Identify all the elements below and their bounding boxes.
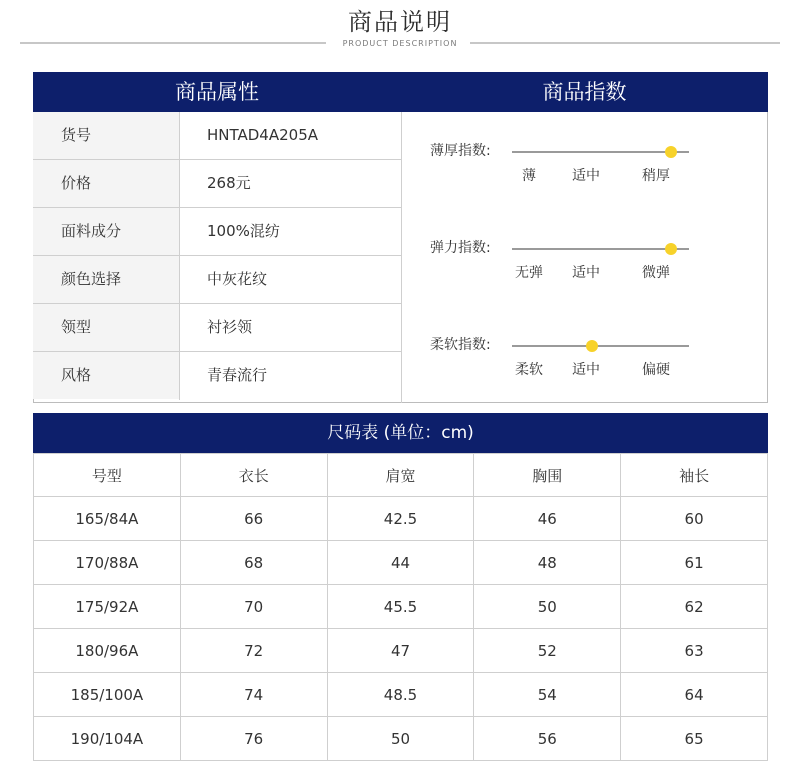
- index-tick-label: 无弹: [515, 265, 543, 281]
- size-chart-cell: 50: [474, 585, 621, 629]
- size-chart-cell: 54: [474, 673, 621, 717]
- size-chart-cell: 64: [621, 673, 768, 717]
- attribute-cell-divider: [179, 112, 180, 160]
- size-chart-cell: 48: [474, 541, 621, 585]
- attribute-value: 衬衫领: [207, 318, 253, 336]
- attribute-value: 中灰花纹: [207, 270, 268, 288]
- attribute-value: 100%混纺: [207, 222, 280, 240]
- size-chart-header-row: [34, 454, 768, 497]
- index-slider-track: [512, 248, 689, 250]
- size-chart-cell: 47: [327, 629, 474, 673]
- size-chart-row: [34, 541, 768, 585]
- size-chart-cell: 165/84A: [34, 497, 181, 541]
- page-subtitle: PRODUCT DESCRIPTION: [342, 39, 458, 48]
- size-chart-column-header: 肩宽: [327, 454, 474, 497]
- size-chart-cell: 46: [474, 497, 621, 541]
- index-label: 薄厚指数:: [430, 143, 491, 159]
- attribute-key: 面料成分: [33, 208, 179, 255]
- attribute-value: 青春流行: [207, 366, 268, 384]
- attribute-value: 268元: [207, 174, 251, 192]
- size-chart-cell: 76: [180, 717, 327, 761]
- size-chart-cell: 45.5: [327, 585, 474, 629]
- index-tick-label: 微弹: [642, 265, 670, 281]
- size-chart-cell: 62: [621, 585, 768, 629]
- size-chart-row: [34, 585, 768, 629]
- size-chart-table: [33, 453, 768, 761]
- size-chart-column-header: 衣长: [180, 454, 327, 497]
- size-chart-cell: 48.5: [327, 673, 474, 717]
- size-chart-column-header: 号型: [34, 454, 181, 497]
- attribute-row: [33, 352, 401, 400]
- section-header: [0, 0, 800, 60]
- attribute-cell-divider: [179, 352, 180, 400]
- attribute-key: 货号: [33, 112, 179, 159]
- size-chart-cell: 60: [621, 497, 768, 541]
- size-chart-row: [34, 497, 768, 541]
- page-title: 商品说明: [348, 8, 452, 36]
- attribute-row: [33, 256, 401, 304]
- size-chart-cell: 185/100A: [34, 673, 181, 717]
- index-label: 弹力指数:: [430, 240, 491, 256]
- size-chart-cell: 74: [180, 673, 327, 717]
- index-label: 柔软指数:: [430, 337, 491, 353]
- size-chart-row: [34, 717, 768, 761]
- size-chart-column-header: 袖长: [621, 454, 768, 497]
- size-chart-cell: 44: [327, 541, 474, 585]
- size-chart-cell: 50: [327, 717, 474, 761]
- attribute-row: [33, 112, 401, 160]
- size-chart-cell: 66: [180, 497, 327, 541]
- size-chart-cell: 180/96A: [34, 629, 181, 673]
- indices-title: 商品指数: [401, 72, 768, 112]
- index-slider-knob: [586, 340, 598, 352]
- attribute-key: 领型: [33, 304, 179, 351]
- panel-divider: [401, 112, 402, 403]
- index-tick-label: 稍厚: [642, 168, 670, 184]
- size-chart-row: [34, 629, 768, 673]
- attribute-cell-divider: [179, 256, 180, 304]
- attribute-row: [33, 160, 401, 208]
- size-chart-cell: 170/88A: [34, 541, 181, 585]
- index-tick-label: 适中: [572, 362, 600, 378]
- attribute-cell-divider: [179, 160, 180, 208]
- size-chart-cell: 68: [180, 541, 327, 585]
- attribute-cell-divider: [179, 208, 180, 256]
- size-chart-cell: 42.5: [327, 497, 474, 541]
- index-tick-label: 适中: [572, 265, 600, 281]
- size-chart-row: [34, 673, 768, 717]
- size-chart-cell: 56: [474, 717, 621, 761]
- size-chart-cell: 70: [180, 585, 327, 629]
- size-chart-cell: 63: [621, 629, 768, 673]
- attribute-key: 风格: [33, 352, 179, 399]
- attribute-value: HNTAD4A205A: [207, 126, 319, 144]
- size-chart-cell: 61: [621, 541, 768, 585]
- size-chart-column-header: 胸围: [474, 454, 621, 497]
- attribute-cell-divider: [179, 304, 180, 352]
- attribute-row: [33, 304, 401, 352]
- attributes-title: 商品属性: [33, 72, 401, 112]
- size-chart-cell: 65: [621, 717, 768, 761]
- size-chart-cell: 175/92A: [34, 585, 181, 629]
- size-chart-cell: 72: [180, 629, 327, 673]
- index-tick-label: 柔软: [515, 362, 543, 378]
- index-slider-track: [512, 151, 689, 153]
- size-chart-title: 尺码表 (单位：cm): [33, 413, 768, 453]
- size-chart-cell: 190/104A: [34, 717, 181, 761]
- index-tick-label: 适中: [572, 168, 600, 184]
- attribute-key: 颜色选择: [33, 256, 179, 303]
- attribute-key: 价格: [33, 160, 179, 207]
- index-slider-track: [512, 345, 689, 347]
- index-tick-label: 薄: [522, 168, 536, 184]
- size-chart-cell: 52: [474, 629, 621, 673]
- attribute-row: [33, 208, 401, 256]
- index-tick-label: 偏硬: [642, 362, 670, 378]
